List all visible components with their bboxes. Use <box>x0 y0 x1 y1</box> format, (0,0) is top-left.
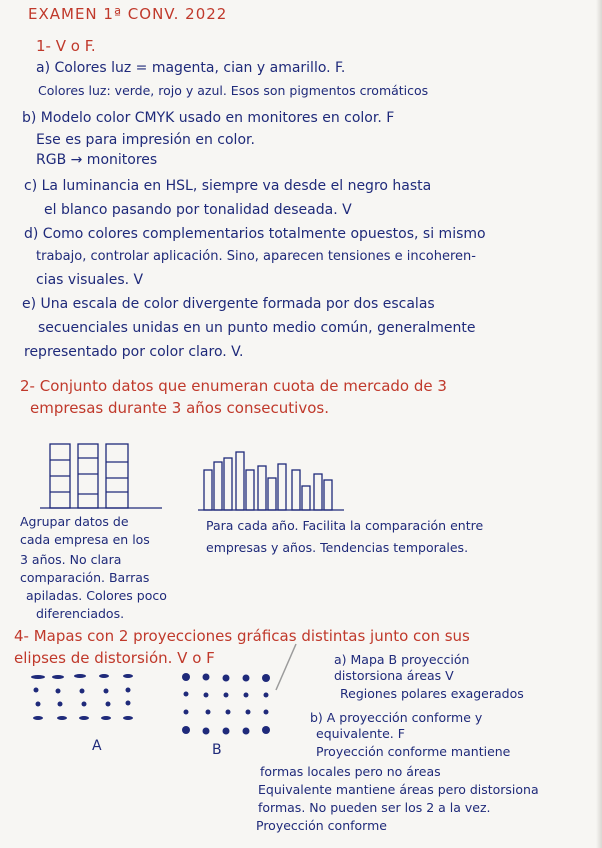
question-4-heading-line1: 4- Mapas con 2 proyecciones gráficas distintas junto con sus <box>14 627 470 645</box>
q2-left-line5: apiladas. Colores poco <box>26 588 167 603</box>
q4-b-more-line3: Equivalente mantiene áreas pero distorsiona <box>258 782 539 797</box>
q4-b-more-line2: formas locales pero no áreas <box>260 764 441 779</box>
q1-b-line3: RGB → monitores <box>36 152 158 168</box>
q2-left-line1: Agrupar datos de <box>20 514 129 529</box>
q4-a-line2: distorsiona áreas V <box>334 668 454 683</box>
q4-a-line1: a) Mapa B proyección <box>334 652 470 667</box>
q4-b-more-line5: Proyección conforme <box>256 818 387 833</box>
question-1-heading: 1- V o F. <box>36 37 96 55</box>
q1-e-line2: secuenciales unidas en un punto medio común, generalmente <box>38 320 476 336</box>
question-4-heading-line2: elipses de distorsión. V o F <box>14 649 215 667</box>
stacked-bar-sketch <box>40 444 162 508</box>
page-edge-shadow <box>596 0 602 848</box>
q1-b-line2: Ese es para impresión en color. <box>36 132 255 148</box>
q4-b-line2: equivalente. F <box>316 726 405 741</box>
q4-b-line1: b) A proyección conforme y <box>310 710 483 725</box>
page-title: EXAMEN 1ª CONV. 2022 <box>28 5 228 23</box>
question-2-heading-line1: 2- Conjunto datos que enumeran cuota de mercado de 3 <box>20 377 447 395</box>
q4-b-more-line1: Proyección conforme mantiene <box>316 744 511 759</box>
q2-right-line1: Para cada año. Facilita la comparación entre <box>206 518 484 533</box>
q2-left-line4: comparación. Barras <box>20 570 150 585</box>
q4-b-more-line4: formas. No pueden ser los 2 a la vez. <box>258 800 491 815</box>
q1-d-line2: trabajo, controlar aplicación. Sino, aparecen tensiones e incoheren- <box>36 249 476 264</box>
q2-right-line2: empresas y años. Tendencias temporales. <box>206 540 469 555</box>
q1-a-line2: Colores luz: verde, rojo y azul. Esos son pigmentos cromáticos <box>38 83 429 98</box>
q1-e-line3: representado por color claro. V. <box>24 344 244 360</box>
q1-c-line2: el blanco pasando por tonalidad deseada. V <box>44 202 352 218</box>
q1-d-line3: cias visuales. V <box>36 272 144 288</box>
q2-left-line3: 3 años. No clara <box>20 552 122 567</box>
grouped-bar-sketch <box>198 452 344 510</box>
q1-d-line1: d) Como colores complementarios totalmente opuestos, si mismo <box>24 226 486 242</box>
q1-c-line1: c) La luminancia en HSL, siempre va desde el negro hasta <box>24 178 432 194</box>
map-b-label: B <box>212 742 222 758</box>
q1-e-line1: e) Una escala de color divergente formada por dos escalas <box>22 296 435 312</box>
map-a-sketch <box>31 674 133 720</box>
question-2-heading-line2: empresas durante 3 años consecutivos. <box>30 399 329 417</box>
map-a-label: A <box>92 738 102 754</box>
q4-a-line3: Regiones polares exagerados <box>340 686 524 701</box>
q1-b-line1: b) Modelo color CMYK usado en monitores en color. F <box>22 110 395 126</box>
map-b-sketch <box>182 673 270 735</box>
pencil-stroke <box>276 644 296 690</box>
q2-left-line2: cada empresa en los <box>20 532 150 547</box>
q2-left-line6: diferenciados. <box>36 606 125 621</box>
q1-a-line1: a) Colores luz = magenta, cian y amarillo. F. <box>36 60 346 76</box>
